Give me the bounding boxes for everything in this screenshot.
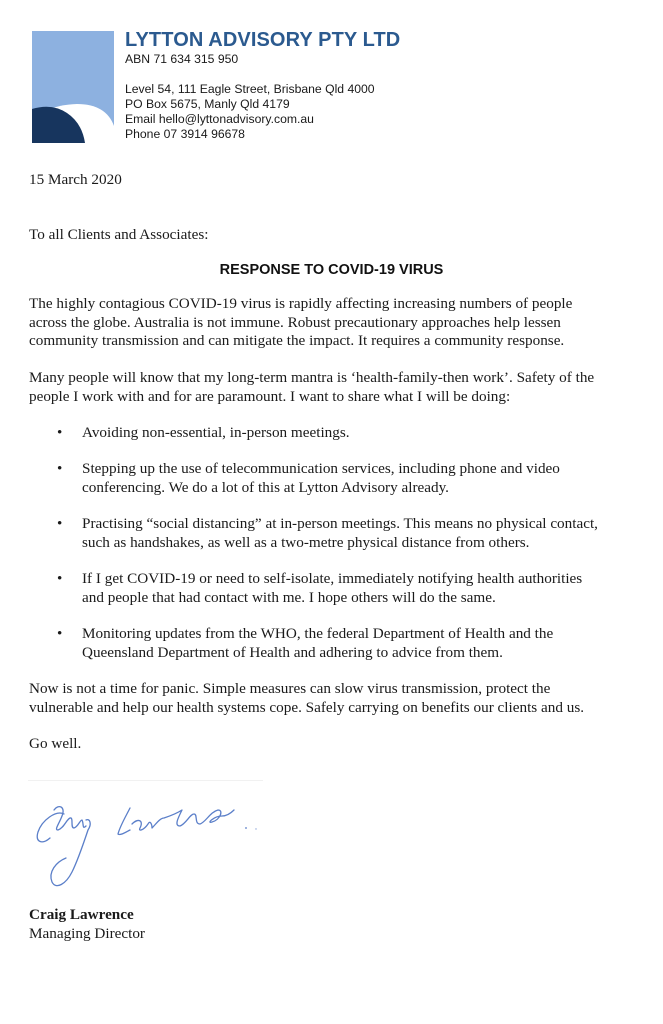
signature-divider xyxy=(28,780,263,781)
bullet-icon: • xyxy=(57,625,63,642)
bullet-line: conferencing. We do a lot of this at Lytton Advisory already. xyxy=(82,478,449,496)
bullet-line: Practising “social distancing” at in-person meetings. This means no physical contact, xyxy=(82,515,598,532)
bullet-line: Monitoring updates from the WHO, the federal Department of Health and the xyxy=(82,625,554,642)
signature-dot xyxy=(255,828,256,829)
bullet-line: If I get COVID-19 or need to self-isolate, immediately notifying health authorities xyxy=(82,570,583,587)
signature-stroke xyxy=(37,813,64,842)
signatory-name: Craig Lawrence xyxy=(29,906,134,923)
company-abn: ABN 71 634 315 950 xyxy=(125,52,239,66)
company-name: LYTTON ADVISORY PTY LTD xyxy=(125,29,401,51)
signature-stroke xyxy=(118,808,130,835)
bullet-icon: • xyxy=(57,570,63,587)
paragraph-line: vulnerable and help our health systems cope. Safely carrying on benefits our clients and us. xyxy=(29,698,585,716)
signature-dot xyxy=(245,827,247,829)
bullet-line: Queensland Department of Health and adhering to advice from them. xyxy=(82,643,503,661)
paragraph-line: Many people will know that my long-term mantra is ‘health-family-then work’. Safety of the xyxy=(29,369,595,386)
company-phone: Phone 07 3914 96678 xyxy=(125,127,245,141)
paragraph-intro xyxy=(29,295,654,351)
paragraph-line: across the globe. Australia is not immune. Robust precautionary approaches help lessen xyxy=(29,313,561,331)
paragraph-line: The highly contagious COVID-19 virus is rapidly affecting increasing numbers of people xyxy=(29,295,573,312)
signature-stroke xyxy=(54,807,86,830)
letter-salutation: To all Clients and Associates: xyxy=(29,226,209,243)
company-address: Level 54, 111 Eagle Street, Brisbane Qld 4000 xyxy=(125,82,375,96)
bullet-line: such as handshakes, as well as a two-metre physical distance from others. xyxy=(82,533,530,551)
letter-date: 15 March 2020 xyxy=(29,171,122,188)
paragraph-closing xyxy=(29,680,654,717)
company-logo xyxy=(32,31,114,143)
paragraph-line: Now is not a time for panic. Simple measures can slow virus transmission, protect the xyxy=(29,680,551,697)
bullet-icon: • xyxy=(57,515,63,532)
company-po-box: PO Box 5675, Manly Qld 4179 xyxy=(125,97,290,111)
bullet-line: and people that had contact with me. I hope others will do the same. xyxy=(82,588,496,606)
letter-closing: Go well. xyxy=(29,735,82,752)
paragraph-line: people I work with and for are paramount. I want to share what I will be doing: xyxy=(29,387,511,405)
letter-title: RESPONSE TO COVID-19 VIRUS xyxy=(219,262,444,278)
paragraph-mantra xyxy=(29,369,654,406)
handwritten-signature xyxy=(34,800,264,895)
bullet-line: Stepping up the use of telecommunication services, including phone and video xyxy=(82,460,560,477)
signatory-title: Managing Director xyxy=(29,925,145,942)
bullet-icon: • xyxy=(57,424,63,441)
bullet-icon: • xyxy=(57,460,63,477)
bullet-line: Avoiding non-essential, in-person meetings. xyxy=(82,424,350,441)
paragraph-line: community transmission and can mitigate the impact. It requires a community response. xyxy=(29,332,565,350)
company-email: Email hello@lyttonadvisory.com.au xyxy=(125,112,314,126)
signature-stroke xyxy=(132,810,234,830)
